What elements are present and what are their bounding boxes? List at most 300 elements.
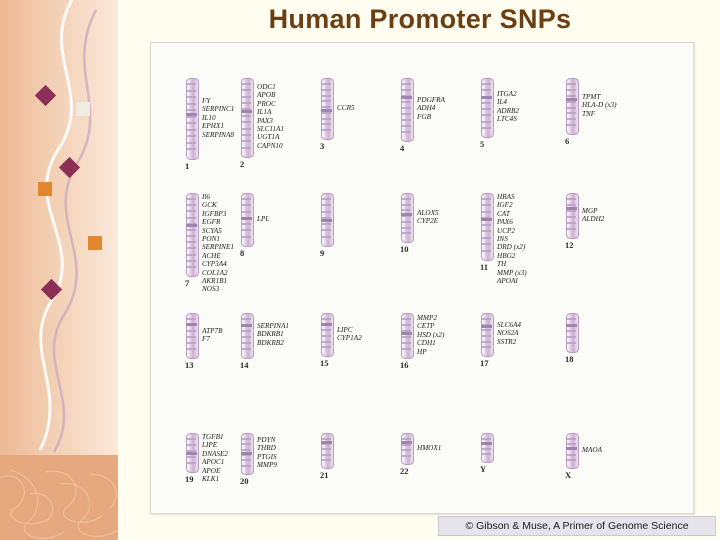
ideogram-band <box>482 204 491 206</box>
gene-list-4 <box>417 96 445 121</box>
ideogram-band <box>322 211 331 213</box>
ideogram-9 <box>321 193 334 247</box>
chromosome-label-8: 8 <box>240 248 245 258</box>
gene-list-6 <box>582 93 617 118</box>
gene-list-X <box>582 446 602 454</box>
chromosome-figure <box>150 42 694 514</box>
ideogram-band <box>402 209 411 211</box>
ideogram-band <box>482 335 491 337</box>
ideogram-band <box>567 216 576 218</box>
chromosome-label-X: X <box>565 470 572 480</box>
ideogram-band <box>242 134 251 136</box>
ideogram-band <box>482 198 491 200</box>
ideogram-18 <box>566 313 579 353</box>
ideogram-band <box>402 232 411 234</box>
chromosome-label-21: 21 <box>320 470 329 480</box>
gene-label: Il6 <box>202 193 210 201</box>
ideogram-band <box>242 443 251 445</box>
ideogram-band <box>402 324 411 326</box>
gene-label: CCR5 <box>337 104 355 112</box>
ideogram-3 <box>321 78 334 140</box>
gene-label: IGFBP3 <box>202 209 227 218</box>
centromere <box>401 441 412 444</box>
gene-label: HLA-D (x3) <box>582 101 617 110</box>
centromere <box>481 325 492 328</box>
gene-label: ODC1 <box>257 83 276 91</box>
ideogram-band <box>187 135 196 137</box>
ideogram-band <box>322 346 331 348</box>
ideogram-band <box>482 89 491 91</box>
gene-label: LPL <box>257 215 270 223</box>
ideogram-21 <box>321 433 334 469</box>
gene-label: CAT <box>497 209 510 218</box>
ideogram-band <box>242 89 251 91</box>
chromosome-label-22: 22 <box>400 466 409 476</box>
gene-label: ADRB2 <box>497 106 519 115</box>
gene-label: HRAS <box>497 193 515 201</box>
chromosome-label-1: 1 <box>185 161 190 171</box>
ideogram-11 <box>481 193 494 261</box>
gene-list-11 <box>497 193 527 285</box>
centromere <box>481 96 492 99</box>
square-accent <box>38 182 52 196</box>
gene-label: PDYN <box>257 436 276 444</box>
ideogram-band <box>402 119 411 121</box>
ideogram-band <box>242 121 251 123</box>
ideogram-band <box>187 444 196 446</box>
ideogram-band <box>567 204 576 206</box>
ideogram-band <box>567 454 576 456</box>
gene-label: MMP (x3) <box>497 268 527 277</box>
chromosome-label-2: 2 <box>240 159 245 169</box>
ideogram-band <box>482 224 491 226</box>
centromere <box>566 98 577 101</box>
ideogram-19 <box>186 433 199 473</box>
gene-label: IL10 <box>202 113 216 122</box>
ideogram-band <box>567 342 576 344</box>
ideogram-band <box>242 96 251 98</box>
ideogram-band <box>482 438 491 440</box>
ideogram-band <box>567 210 576 212</box>
centromere <box>401 213 412 216</box>
gene-label: UCP2 <box>497 226 515 235</box>
gene-label: IL4 <box>497 98 507 107</box>
ideogram-band <box>242 449 251 451</box>
ideogram-10 <box>401 193 414 243</box>
chromosome-label-12: 12 <box>565 240 574 250</box>
ideogram-band <box>567 89 576 91</box>
chromosome-label-17: 17 <box>480 358 489 368</box>
ideogram-4 <box>401 78 414 142</box>
ideogram-band <box>322 95 331 97</box>
gene-list-5 <box>497 90 519 124</box>
ideogram-band <box>322 329 331 331</box>
gene-label: HMOX1 <box>417 444 442 452</box>
centromere <box>321 219 332 222</box>
ideogram-band <box>482 453 491 455</box>
ideogram-band <box>402 449 411 451</box>
gene-list-3 <box>337 104 355 112</box>
gene-list-10 <box>417 209 439 226</box>
ideogram-band <box>242 128 251 130</box>
ideogram-band <box>242 147 251 149</box>
ideogram-band <box>567 336 576 338</box>
gene-label: CETP <box>417 322 435 331</box>
ideogram-band <box>242 211 251 213</box>
ideogram-band <box>482 211 491 213</box>
gene-label: DNASE2 <box>202 449 228 458</box>
ideogram-band <box>242 102 251 104</box>
gene-label: SCYA5 <box>202 226 222 235</box>
ideogram-band <box>187 198 196 200</box>
chromosome-label-4: 4 <box>400 143 405 153</box>
ideogram-band <box>402 125 411 127</box>
ideogram-band <box>482 448 491 450</box>
chromosome-label-Y: Y <box>480 464 487 474</box>
ideogram-band <box>322 335 331 337</box>
ideogram-band <box>322 100 331 102</box>
ideogram-band <box>187 204 196 206</box>
gene-list-20 <box>257 436 277 470</box>
ideogram-band <box>402 342 411 344</box>
ideogram-band <box>482 127 491 129</box>
gene-label: PTGIS <box>257 452 277 461</box>
ideogram-band <box>187 342 196 344</box>
gene-label: LIPC <box>337 326 353 334</box>
ideogram-band <box>322 223 331 225</box>
gene-list-22 <box>417 444 441 452</box>
ideogram-band <box>187 217 196 219</box>
centromere <box>566 447 577 450</box>
ideogram-X <box>566 433 579 469</box>
ideogram-band <box>402 444 411 446</box>
ribbon-graphic <box>0 0 118 455</box>
ideogram-band <box>242 83 251 85</box>
gene-list-2 <box>257 83 284 150</box>
chromosome-label-9: 9 <box>320 248 325 258</box>
centromere <box>566 324 577 327</box>
chromosome-label-20: 20 <box>240 476 249 486</box>
ideogram-band <box>242 229 251 231</box>
ideogram-band <box>567 118 576 120</box>
gene-label: IL1A <box>257 108 272 117</box>
gene-label: PAX3 <box>257 116 273 125</box>
gene-label: GCK <box>202 201 217 210</box>
gene-label: TH <box>497 260 507 269</box>
ideogram-band <box>322 112 331 114</box>
ideogram-band <box>322 198 331 200</box>
gene-label: TPMT <box>582 93 601 101</box>
ideogram-band <box>242 204 251 206</box>
gene-list-7 <box>202 193 234 294</box>
gene-label: CDH1 <box>417 339 436 348</box>
ideogram-band <box>567 124 576 126</box>
gene-label: MMP2 <box>417 314 437 322</box>
ideogram-band <box>322 236 331 238</box>
gene-label: CYP3A4 <box>202 260 227 269</box>
ideogram-20 <box>241 433 254 475</box>
gene-label: F7 <box>202 335 210 344</box>
ideogram-band <box>187 254 196 256</box>
ideogram-13 <box>186 313 199 359</box>
ideogram-Y <box>481 433 494 463</box>
ideogram-band <box>322 459 331 461</box>
gene-label: PROC <box>257 99 276 108</box>
gene-label: HBG2 <box>497 251 516 260</box>
ideogram-14 <box>241 313 254 359</box>
gene-label: THRD <box>257 444 276 453</box>
gene-label: BDKRB2 <box>257 338 284 347</box>
swirl-graphic <box>0 460 118 540</box>
ideogram-band <box>402 318 411 320</box>
ideogram-band <box>322 129 331 131</box>
centromere <box>241 452 252 455</box>
ideogram-band <box>402 89 411 91</box>
ideogram-band <box>187 83 196 85</box>
gene-label: TGFB1 <box>202 433 224 441</box>
ideogram-band <box>482 230 491 232</box>
gene-label: SERPINC1 <box>202 105 235 114</box>
gene-label: HP <box>417 347 427 356</box>
ideogram-band <box>187 348 196 350</box>
chromosome-label-18: 18 <box>565 354 574 364</box>
gene-label: LTC4S <box>497 115 517 124</box>
gene-label: PAX6 <box>497 218 513 227</box>
ideogram-band <box>242 342 251 344</box>
gene-label: IGF2 <box>497 201 513 210</box>
ideogram-band <box>242 330 251 332</box>
gene-label: FGB <box>417 112 431 121</box>
credit-caption: © Gibson & Muse, A Primer of Genome Science <box>438 516 716 536</box>
ideogram-band <box>567 459 576 461</box>
chromosome-label-5: 5 <box>480 139 485 149</box>
ideogram-band <box>187 247 196 249</box>
chromosome-label-14: 14 <box>240 360 249 370</box>
ideogram-band <box>187 456 196 458</box>
centromere <box>186 113 197 116</box>
gene-label: APOB <box>257 91 276 100</box>
centromere <box>481 442 492 445</box>
ideogram-band <box>187 129 196 131</box>
chromosome-label-15: 15 <box>320 358 329 368</box>
ideogram-band <box>242 236 251 238</box>
ideogram-band <box>187 210 196 212</box>
gene-label: PDGFRA <box>417 96 445 104</box>
gene-label: SERPINA8 <box>202 130 234 139</box>
ideogram-band <box>567 101 576 103</box>
ideogram-band <box>187 330 196 332</box>
ideogram-8 <box>241 193 254 247</box>
centromere <box>401 96 412 99</box>
ideogram-band <box>482 250 491 252</box>
ideogram-band <box>187 96 196 98</box>
ideogram-band <box>322 83 331 85</box>
gene-list-12 <box>582 207 604 224</box>
ideogram-1 <box>186 78 199 160</box>
ideogram-band <box>187 438 196 440</box>
ideogram-band <box>482 121 491 123</box>
ideogram-band <box>242 318 251 320</box>
ideogram-band <box>187 103 196 105</box>
gene-label: ACHE <box>202 251 221 260</box>
chromosome-label-19: 19 <box>185 474 194 484</box>
ideogram-band <box>567 228 576 230</box>
gene-label: CYP1A2 <box>337 334 362 343</box>
gene-label: BDKRB1 <box>257 330 284 339</box>
ideogram-band <box>482 318 491 320</box>
gene-label: ALOX5 <box>417 209 439 217</box>
page-title: Human Promoter SNPs <box>268 4 572 34</box>
ideogram-band <box>322 204 331 206</box>
ideogram-band <box>567 112 576 114</box>
centromere <box>186 452 197 455</box>
ideogram-band <box>567 438 576 440</box>
ideogram-band <box>322 318 331 320</box>
ideogram-band <box>482 108 491 110</box>
ideogram-band <box>242 336 251 338</box>
centromere <box>566 207 577 210</box>
ideogram-band <box>242 223 251 225</box>
gene-label: NOS3 <box>202 285 220 294</box>
ideogram-7 <box>186 193 199 277</box>
ideogram-6 <box>566 78 579 135</box>
ideogram-band <box>187 235 196 237</box>
chromosome-label-16: 16 <box>400 360 409 370</box>
ideogram-band <box>567 443 576 445</box>
ideogram-band <box>242 140 251 142</box>
gene-label: TNF <box>582 109 596 118</box>
gene-label: LIPE <box>202 441 218 450</box>
ideogram-band <box>402 83 411 85</box>
chromosome-label-3: 3 <box>320 141 325 151</box>
gene-label: PON1 <box>202 235 220 244</box>
ideogram-band <box>242 348 251 350</box>
centromere <box>321 109 332 112</box>
centromere <box>186 323 197 326</box>
ideogram-band <box>242 438 251 440</box>
chromosome-label-11: 11 <box>480 262 489 272</box>
ideogram-band <box>187 148 196 150</box>
ideogram-band <box>482 341 491 343</box>
gene-list-14 <box>257 322 289 347</box>
ideogram-band <box>187 241 196 243</box>
ideogram-band <box>567 95 576 97</box>
gene-label: UGT1A <box>257 133 280 142</box>
ideogram-band <box>482 237 491 239</box>
ideogram-band <box>567 318 576 320</box>
gene-label: SLC6A4 <box>497 321 521 329</box>
ideogram-band <box>322 448 331 450</box>
ideogram-band <box>402 204 411 206</box>
ideogram-band <box>187 90 196 92</box>
ideogram-band <box>187 229 196 231</box>
ideogram-band <box>567 330 576 332</box>
square-accent <box>76 102 90 116</box>
gene-label: SLC11A1 <box>257 125 285 134</box>
centromere <box>481 218 492 221</box>
ideogram-2 <box>241 78 254 158</box>
gene-label: MAOA <box>582 446 602 454</box>
ideogram-band <box>242 459 251 461</box>
ideogram-band <box>567 107 576 109</box>
gene-label: AKR1B1 <box>202 277 228 286</box>
ideogram-band <box>242 198 251 200</box>
gene-label: MMP9 <box>257 461 277 470</box>
square-accent <box>88 236 102 250</box>
ideogram-5 <box>481 78 494 138</box>
gene-label: HSD (x2) <box>417 330 445 339</box>
ideogram-band <box>322 118 331 120</box>
ideogram-22 <box>401 433 414 465</box>
chromosome-label-10: 10 <box>400 244 409 254</box>
ideogram-band <box>242 115 251 117</box>
band-footer <box>0 455 118 540</box>
gene-label: SERPINA1 <box>257 322 289 330</box>
ideogram-band <box>187 318 196 320</box>
ideogram-12 <box>566 193 579 239</box>
ideogram-band <box>567 222 576 224</box>
gene-label: APOC1 <box>202 458 225 467</box>
ideogram-band <box>402 438 411 440</box>
ideogram-band <box>402 107 411 109</box>
ideogram-band <box>187 109 196 111</box>
gene-label: MGP <box>582 207 598 215</box>
chromosome-grid <box>151 43 693 513</box>
gene-label: CYP2E <box>417 217 439 226</box>
ideogram-band <box>322 229 331 231</box>
ideogram-band <box>187 462 196 464</box>
centromere <box>321 441 332 444</box>
centromere <box>241 324 252 327</box>
gene-label: EPHX1 <box>202 122 224 131</box>
ideogram-17 <box>481 313 494 357</box>
ideogram-band <box>482 243 491 245</box>
ideogram-band <box>482 102 491 104</box>
chromosome-label-13: 13 <box>185 360 194 370</box>
gene-list-16 <box>417 314 444 356</box>
centromere <box>186 224 197 227</box>
gene-label: APOE <box>202 466 221 475</box>
gene-list-8 <box>257 215 269 223</box>
gene-label: EGFR <box>202 218 221 227</box>
ideogram-band <box>567 198 576 200</box>
ideogram-band <box>567 83 576 85</box>
gene-list-13 <box>202 327 223 344</box>
ideogram-band <box>402 101 411 103</box>
centromere <box>241 217 252 220</box>
ideogram-band <box>322 341 331 343</box>
decorative-band <box>0 0 118 540</box>
ideogram-band <box>402 227 411 229</box>
ideogram-band <box>402 113 411 115</box>
ideogram-band <box>187 116 196 118</box>
gene-list-15 <box>337 326 362 343</box>
ideogram-band <box>187 260 196 262</box>
centromere <box>321 323 332 326</box>
ideogram-15 <box>321 313 334 357</box>
gene-label: ATP7B <box>202 327 223 335</box>
ideogram-band <box>402 336 411 338</box>
ideogram-band <box>402 131 411 133</box>
ideogram-band <box>322 106 331 108</box>
ideogram-16 <box>401 313 414 359</box>
ideogram-band <box>482 329 491 331</box>
ideogram-band <box>402 455 411 457</box>
gene-label: NOS2A <box>497 329 519 338</box>
ideogram-band <box>242 465 251 467</box>
ideogram-band <box>187 142 196 144</box>
gene-label: SSTR2 <box>497 337 517 346</box>
